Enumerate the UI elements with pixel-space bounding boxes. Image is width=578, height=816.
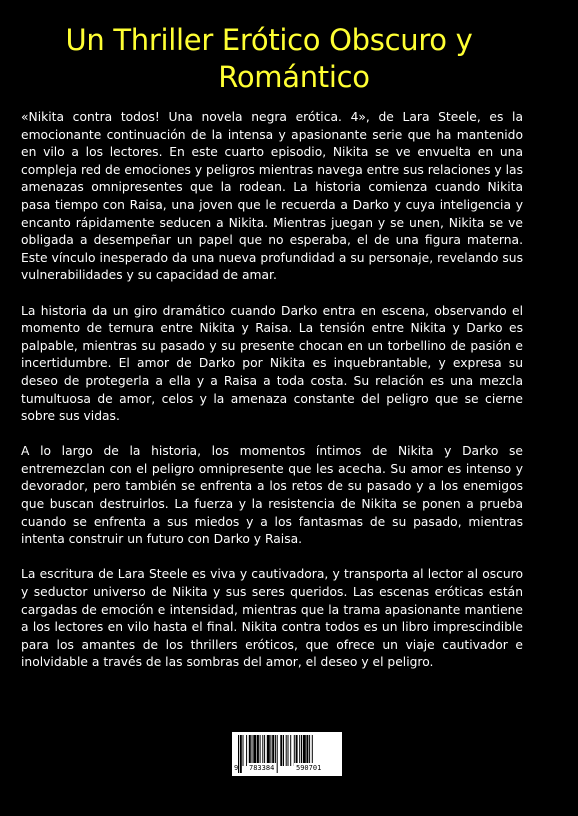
barcode-bar (309, 735, 310, 766)
blurb-paragraph-3: A lo largo de la historia, los momentos íntimos de Nikita y Darko se entremezclan con el peligro omnipresente que les acecha. Su amor es intenso y devorador, pero también se enfrenta a los retos de su pasado y a los enemigos que buscan destruirlos. La fuerza y la resistencia de Nikita se ponen a prueba cuando se enfrenta a sus miedos y a los fantasmas de su pasado, mientras intenta construir un futuro con Darko y Raisa. (21, 444, 523, 547)
barcode-digits (232, 763, 342, 774)
barcode-bar (249, 735, 251, 766)
barcode-bar (290, 735, 291, 766)
barcode-digit-first: 9 (234, 764, 239, 772)
blurb-paragraph-2: La historia da un giro dramático cuando Darko entra en escena, observando el momento de ternura entre Nikita y Raisa. La tensión entre Nikita y Darko es palpable, mientras su pasado y su presente chocan en un torbellino de pasión e incertidumbre. El amor de Darko por Nikita es inquebrantable, y expresa su deseo de protegerla a ella y a Raisa a toda costa. Su relación es una mezcla tumultuosa de amor, celos y la amenaza constante del peligro que se cierne sobre sus vidas. (21, 303, 523, 424)
barcode-bar (283, 735, 284, 766)
cover-title-line-1: Un Thriller Erótico Obscuro y (65, 23, 473, 57)
blurb-paragraph-1: «Nikita contra todos! Una novela negra erótica. 4», de Lara Steele, es la emocionante continuación de la intensa y apasionante serie que ha mantenido en vilo a los lectores. En este cuarto episodio, Nikita se ve envuelta en una compleja red de emociones y peligros mientras navega entre sus relaciones y las amenazas omnipresentes que la rodean. La historia comienza cuando Nikita pasa tiempo con Raisa, una joven que le recuerda a Darko y cuya inteligencia y encanto rápidamente seducen a Nikita. Mientras juegan y se unen, Nikita se ve obligada a desempeñar un papel que no esperaba, el de una figura materna. Este vínculo inesperado da una nueva profundidad a su personaje, revelando sus vulnerabilidades y su capacidad de amar. (21, 110, 523, 283)
barcode-bar (280, 735, 282, 766)
barcode-bar (299, 735, 300, 766)
barcode-digit-group-1: 783384 (249, 764, 275, 772)
barcode-digit-group-2: 590701 (296, 764, 322, 772)
isbn-barcode (232, 732, 342, 776)
barcode-bar (264, 735, 265, 766)
barcode-bar (253, 735, 256, 766)
barcode-bar (243, 735, 244, 766)
barcode-bar (267, 735, 270, 766)
barcode-bar (260, 735, 261, 766)
barcode-bar (306, 735, 308, 766)
barcode-bar (262, 735, 263, 766)
barcode-bar (252, 735, 253, 766)
cover-title-line-2: Romántico (218, 60, 370, 94)
blurb-paragraph-4: La escritura de Lara Steele es viva y cautivadora, y transporta al lector al oscuro y seductor universo de Nikita y sus seres queridos. Las escenas eróticas están cargadas de emoción e intensidad, mientras que la trama apasionante mantiene a los lectores en vilo hasta el final. Nikita contra todos es un libro imprescindible para los amantes de los thrillers eróticos, que ofrece un viaje cautivador e inolvidable a través de las sombras del amor, el deseo y el peligro. (21, 567, 523, 670)
barcode-bar (257, 735, 259, 766)
blurb-text (21, 109, 523, 690)
barcode-bar (294, 735, 295, 766)
barcode-bar (286, 735, 287, 766)
barcode-bar (270, 735, 271, 766)
barcode-bar (303, 735, 306, 766)
cover-title (0, 22, 578, 96)
barcode-bar (246, 735, 247, 766)
barcode-bar (288, 735, 289, 766)
barcode-bar (296, 735, 298, 766)
barcode-bar (301, 735, 302, 766)
barcode-bar (272, 735, 274, 766)
